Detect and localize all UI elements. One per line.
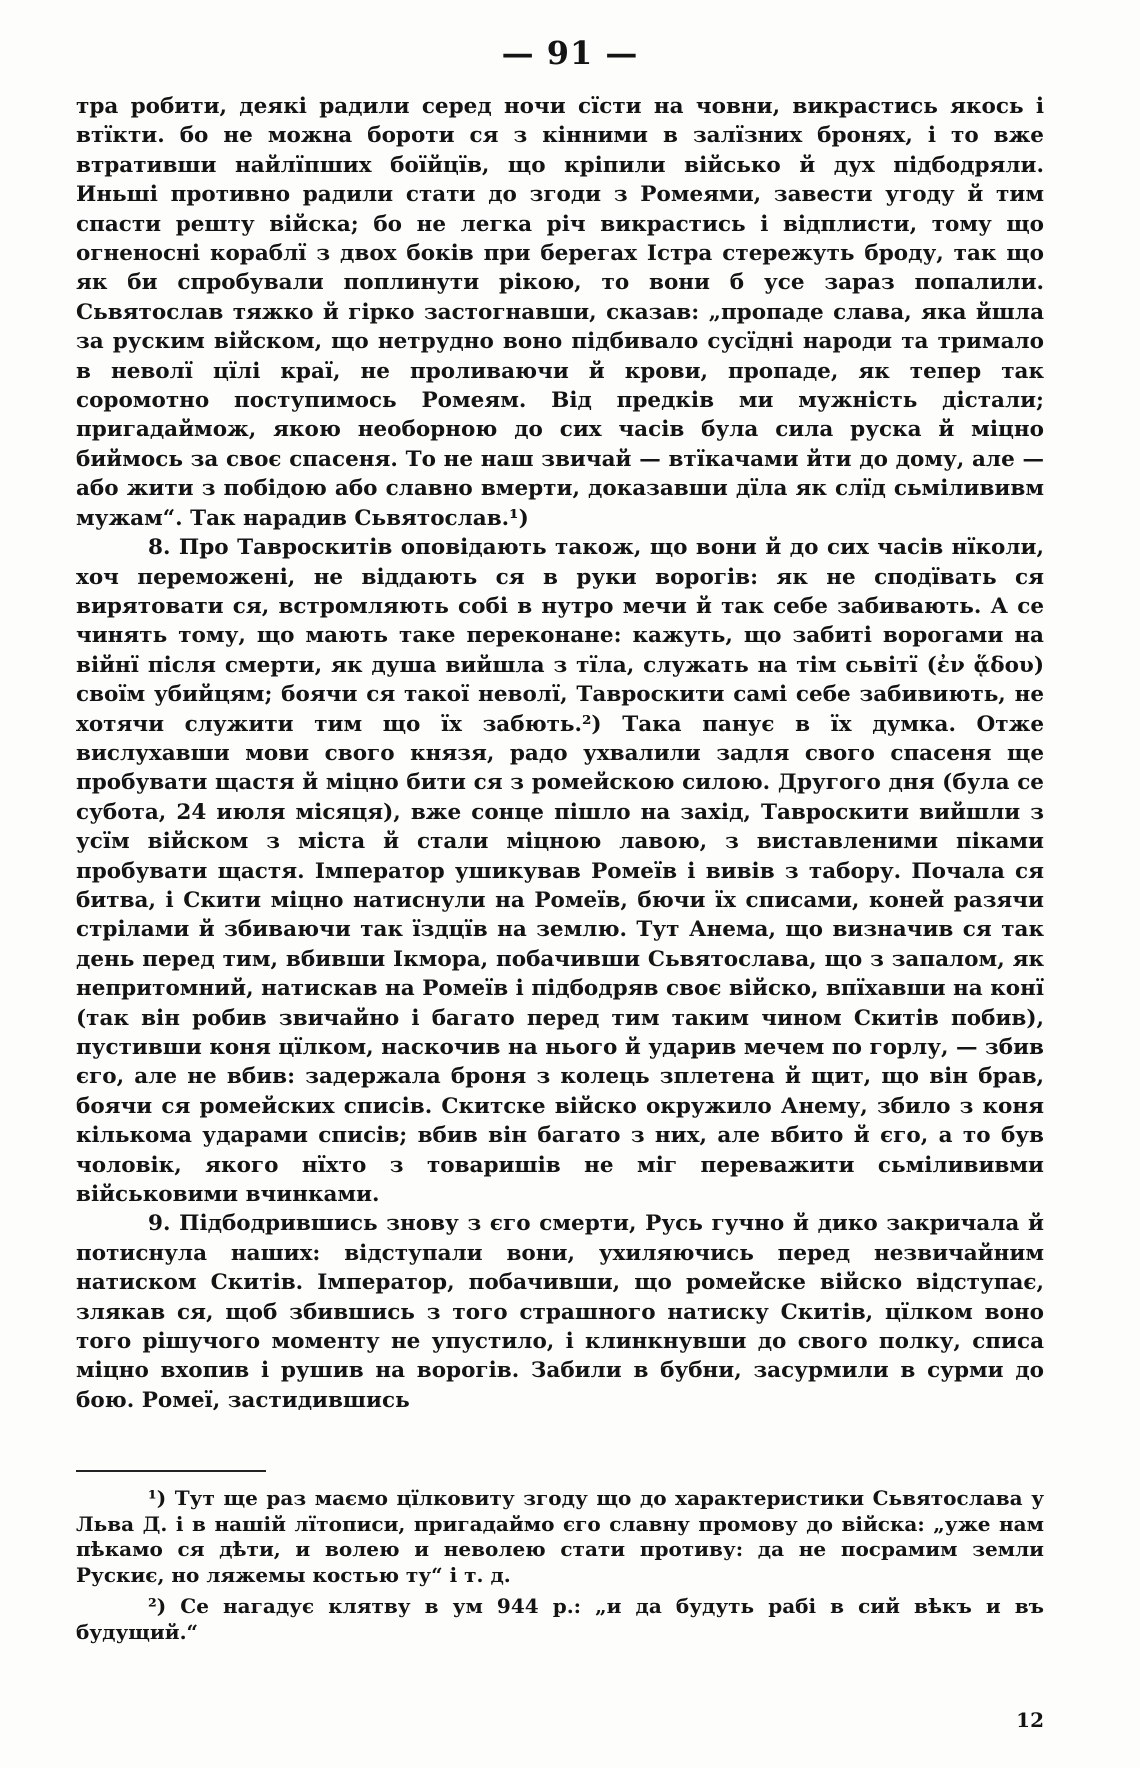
- paragraph-8: 8. Про Тавроскитів оповідають також, що вони й до сих часів нїколи, хоч переможені, не віддають ся в руки ворогів: як не сподївать ся вирятовати ся, встромляють собі в нутро мечи й так себе забивають. А се чинять тому, що мають таке переконане: кажуть, що забиті ворогами на війнї після смерти, як душа вийшла з тїла, служать на тім сьвітї (ἐν ᾅδου) своїм убийцям; боячи ся такої неволї, Тавроскити самі себе забивиють, не хотячи служити тим що їх забють.²) Така панує в їх думка. Отже вислухавши мови свого князя, радо ухвалили задля свого спасеня ще пробувати щастя й міцно бити ся з ромейскою силою. Другого дня (була се субота, 24 июля місяця), вже сонце пішло на захід, Тавроскити вийшли з усїм війском з міста й стали міцною лавою, з виставленими піками пробувати щастя. Імператор ушикував Ромеїв і вивів з табору. Почала ся битва, і Скити міцно натиснули на Ромеїв, бючи їх списами, коней разячи стрілами й збиваючи так їздцїв на землю. Тут Анема, що визначив ся так день перед тим, вбивши Ікмора, побачивши Сьвятослава, що з запалом, як непритомний, натискав на Ромеїв і підбодряв своє війско, впїхавши на конї (так він робив звичайно і багато перед тим таким чином Скитів побив), пустивши коня цїлком, наскочив на нього й ударив мечем по горлу, — збив єго, але не вбив: задержала броня з колець зплетена й щит, що він брав, боячи ся ромейских списів. Скитске війско окружило Анему, збило з коня кількома ударами списів; вбив він багато з них, але вбито й єго, а то був чоловік, якого нїхто з товаришів не міг переважити сьмілививми військовими вчинками.: [76, 535, 1044, 1208]
- main-text: [76, 92, 1044, 1415]
- page-number: — 91 —: [501, 34, 639, 72]
- signature-mark: 12: [1016, 1708, 1044, 1732]
- paragraph-continuation: тра робити, деякі радили серед ночи сїсти на човни, викрастись якось і втїкти. бо не можна бороти ся з кінними в залїзних бронях, і то вже втративши найлїпших боїйцїв, що кріпили військо й дух підбодряли. Иньші противно радили стати до згоди з Ромеями, завести угоду й тим спасти решту війска; бо не легка річ викрастись і відплисти, тому що огненосні кораблї з двох боків при берегах Істра стережуть броду, так що як би спробували поплинути рікою, то вони б усе зараз попалили. Сьвятослав тяжко й гірко застогнавши, сказав: „пропаде слава, яка йшла за руским війском, що нетрудно воно підбивало сусїдні народи та тримало в неволї цїлі краї, не проливаючи й крови, пропаде, як тепер так соромотно поступимось Ромеям. Від предків ми мужність дістали; пригадаймож, якою необорною до сих часів була сила руска й міцно биймось за своє спасеня. То не наш звичай — втїкачами йти до дому, але — або жити з побідою або славно вмерти, доказавши дїла як слїд сьмілививм мужам“. Так нарадив Сьвятослав.¹): [76, 94, 1044, 531]
- footnote-divider: [76, 1470, 266, 1472]
- paragraph-9: 9. Підбодрившись знову з єго смерти, Русь гучно й дико закричала й потиснула наших: відступали вони, ухиляючись перед незвичайним натиском Скитів. Імператор, побачивши, що ромейске війско відступає, злякав ся, щоб збившись з того страшного натиску Скитів, цїлком воно того рішучого моменту не упустило, і клинкнувши до свого полку, списа міцно вхопив і рушив на ворогів. Забили в бубни, засурмили в сурми до бою. Ромеї, застидившись: [76, 1211, 1044, 1413]
- footnote-1: ¹) Тут ще раз маємо цїлковиту згоду що до характеристики Сьвятослава у Льва Д. і в нашій лїтописи, пригадаймо єго славну промову до війска: „уже нам пѣкамо ся дѣти, и волею и неволею стати противу: да не посрамим земли Рускиє, но ляжемы костью ту“ і т. д.: [76, 1486, 1044, 1587]
- footnotes: [76, 1486, 1044, 1645]
- footnote-2: ²) Се нагадує клятву в ум 944 р.: „и да будуть рабі в сий вѣкъ и въ будущий.“: [76, 1594, 1044, 1644]
